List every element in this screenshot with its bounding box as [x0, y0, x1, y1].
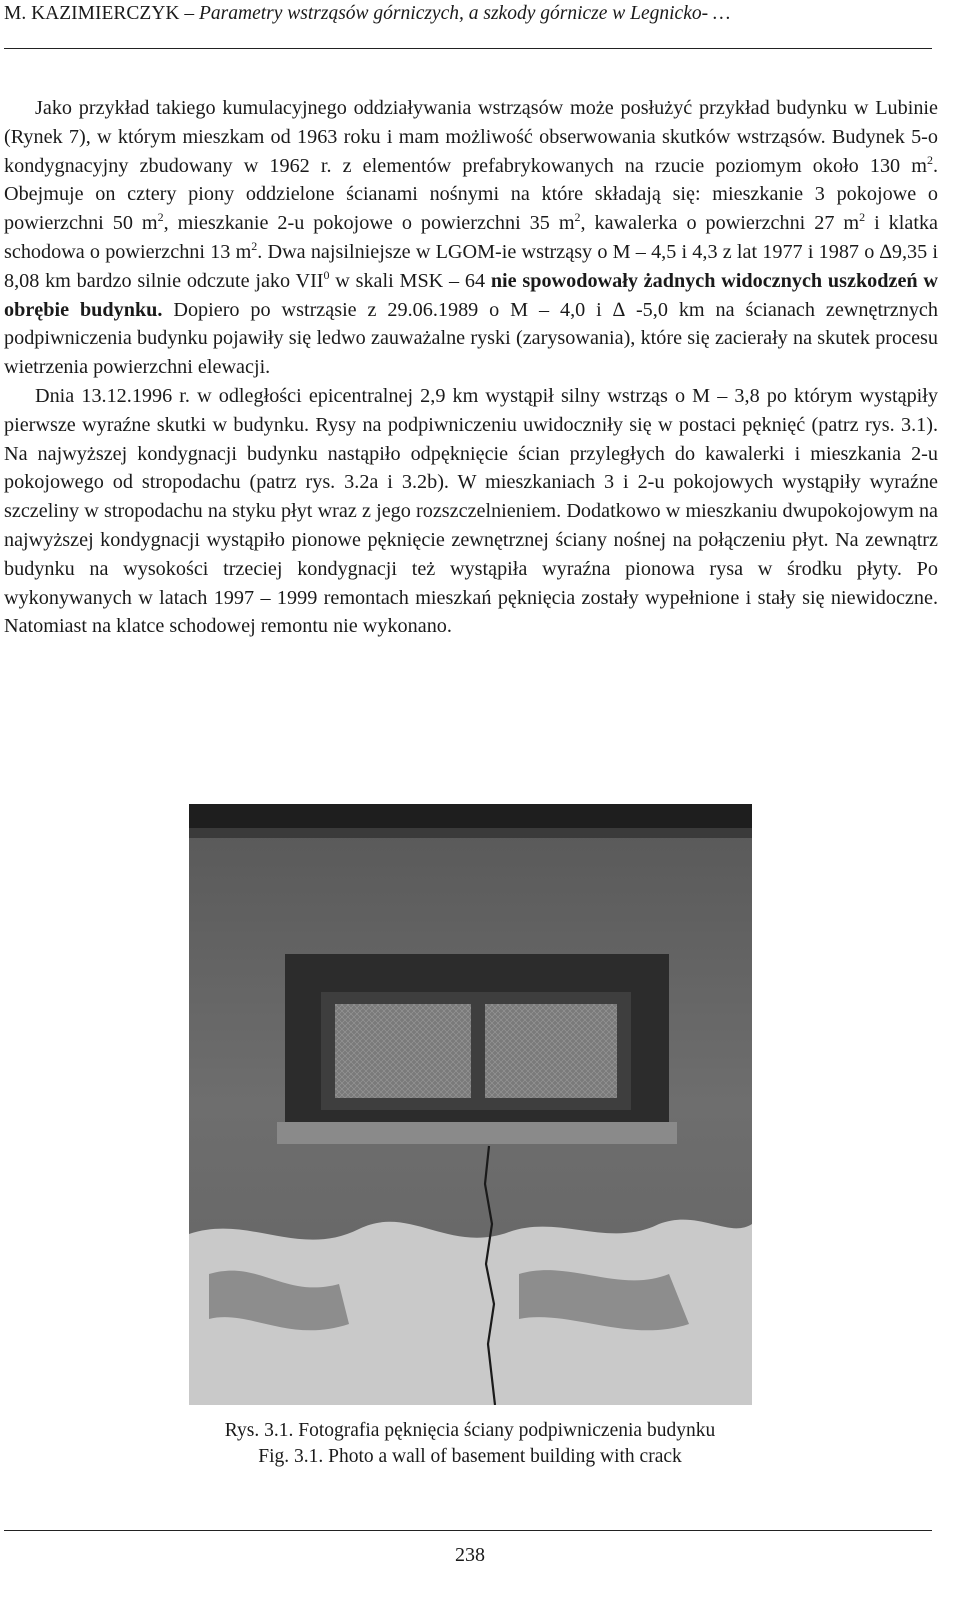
- pane-mesh-left: [335, 1004, 471, 1098]
- photo-illustration: [189, 804, 752, 1405]
- p1-text-7: w skali MSK – 64: [329, 269, 491, 292]
- footer-rule: [4, 1530, 932, 1531]
- p1-sup-2: 2: [157, 210, 164, 225]
- p1-sup-3: 2: [574, 210, 581, 225]
- figure-caption-polish: Rys. 3.1. Fotografia pęknięcia ściany podpiwniczenia budynku: [224, 1420, 716, 1441]
- figure-caption-english: Fig. 3.1. Photo a wall of basement building with crack: [258, 1446, 682, 1467]
- header-rule: [4, 48, 932, 49]
- p1-sup-1: 2: [926, 152, 933, 167]
- p1-text-3: , mieszkanie 2-u pokojowe o powierzchni 35 m: [163, 212, 575, 235]
- roof-ledge: [189, 804, 752, 828]
- p1-bold-text: nie spowodowały żadnych widocznych uszkodzeń w obrębie budynku.: [4, 269, 938, 321]
- paragraph-1: [4, 94, 938, 382]
- header-title: Parametry wstrząsów górniczych, a szkody górnicze w Legnicko- …: [199, 3, 731, 24]
- p1-sup-5: 2: [251, 238, 258, 253]
- p1-sup-4: 2: [859, 210, 866, 225]
- header-author: M. KAZIMIERCZYK –: [4, 3, 195, 24]
- p1-text-5: i klatka schodowa o powierzchni 13 m: [4, 212, 938, 263]
- p1-text-1: Jako przykład takiego kumulacyjnego oddziaływania wstrząsów może posłużyć przykład budynku w Lubinie (Rynek 7), w którym mieszkam od 1963 roku i mam możliwość obserwowania skutków wstrząsów. Budynek 5-o kondygnacyjny zbudowany w 1962 r. z elementów prefabrykowanych na rzucie poziomym około 130 m: [4, 97, 938, 177]
- p1-text-2: . Obejmuje on cztery piony oddzielone ścianami nośnymi na które składają się: mieszkanie 3 pokojowe o powierzchni 50 m: [4, 154, 938, 235]
- page-number: 238: [455, 1544, 485, 1566]
- p1-text-8: Dopiero po wstrząsie z 29.06.1989 o M – 4,0 i ∆ -5,0 km na ścianach zewnętrznych podpiwniczenia budynku pojawiły się ledwo zauważalne ryski (zarysowania), które się zacierały na skutek procesu wietrzenia powierzchni elewacji.: [4, 298, 938, 379]
- paragraph-2: Dnia 13.12.1996 r. w odległości epicentralnej 2,9 km wystąpił silny wstrząs o M – 3,8 po którym wystąpiły pierwsze wyraźne skutki w budynku. Rysy na podpiwniczeniu uwidoczniły się w postaci pęknięć (patrz rys. 3.1). Na najwyższej kondygnacji budynku nastąpiło odpęknięcie ścian przyległych do kawalerki i mieszkania 2-u pokojowego od stropodachu (patrz rys. 3.2a i 3.2b). W mieszkaniach 3 i 2-u pokojowych wystąpiły wyraźne szczeliny w stropodachu na styku płyt wraz z jego rozszczelnieniem. Dodatkowo w mieszkaniu dwupokojowym na najwyższej kondygnacji wystąpiło pionowe pęknięcie zewnętrznej ściany nośnej na połączeniu płyt. Na zewnątrz budynku na wysokości trzeciej kondygnacji też wystąpiła wyraźna pionowa rysa w środku płyty. Po wykonywanych w latach 1997 – 1999 remontach mieszkań pęknięcia zostały wypełnione i stały się niewidoczne. Natomiast na klatce schodowej remontu nie wykonano.: [4, 384, 938, 638]
- p1-text-6: . Dwa najsilniejsze w LGOM-ie wstrząsy o M – 4,5 i 4,3 z lat 1977 i 1987 o ∆9,35 i 8,08 km bardzo silnie odczute jako VII: [4, 240, 938, 292]
- p1-sup-6: 0: [323, 267, 330, 282]
- window-sill: [277, 1122, 677, 1144]
- p1-text-4: , kawalerka o powierzchni 27 m: [580, 212, 860, 235]
- running-header: [4, 2, 934, 26]
- pane-mesh-right: [485, 1004, 617, 1098]
- ledge-shadow: [189, 828, 752, 838]
- basement-wall-photo: [189, 804, 752, 1405]
- body-text: [4, 94, 938, 641]
